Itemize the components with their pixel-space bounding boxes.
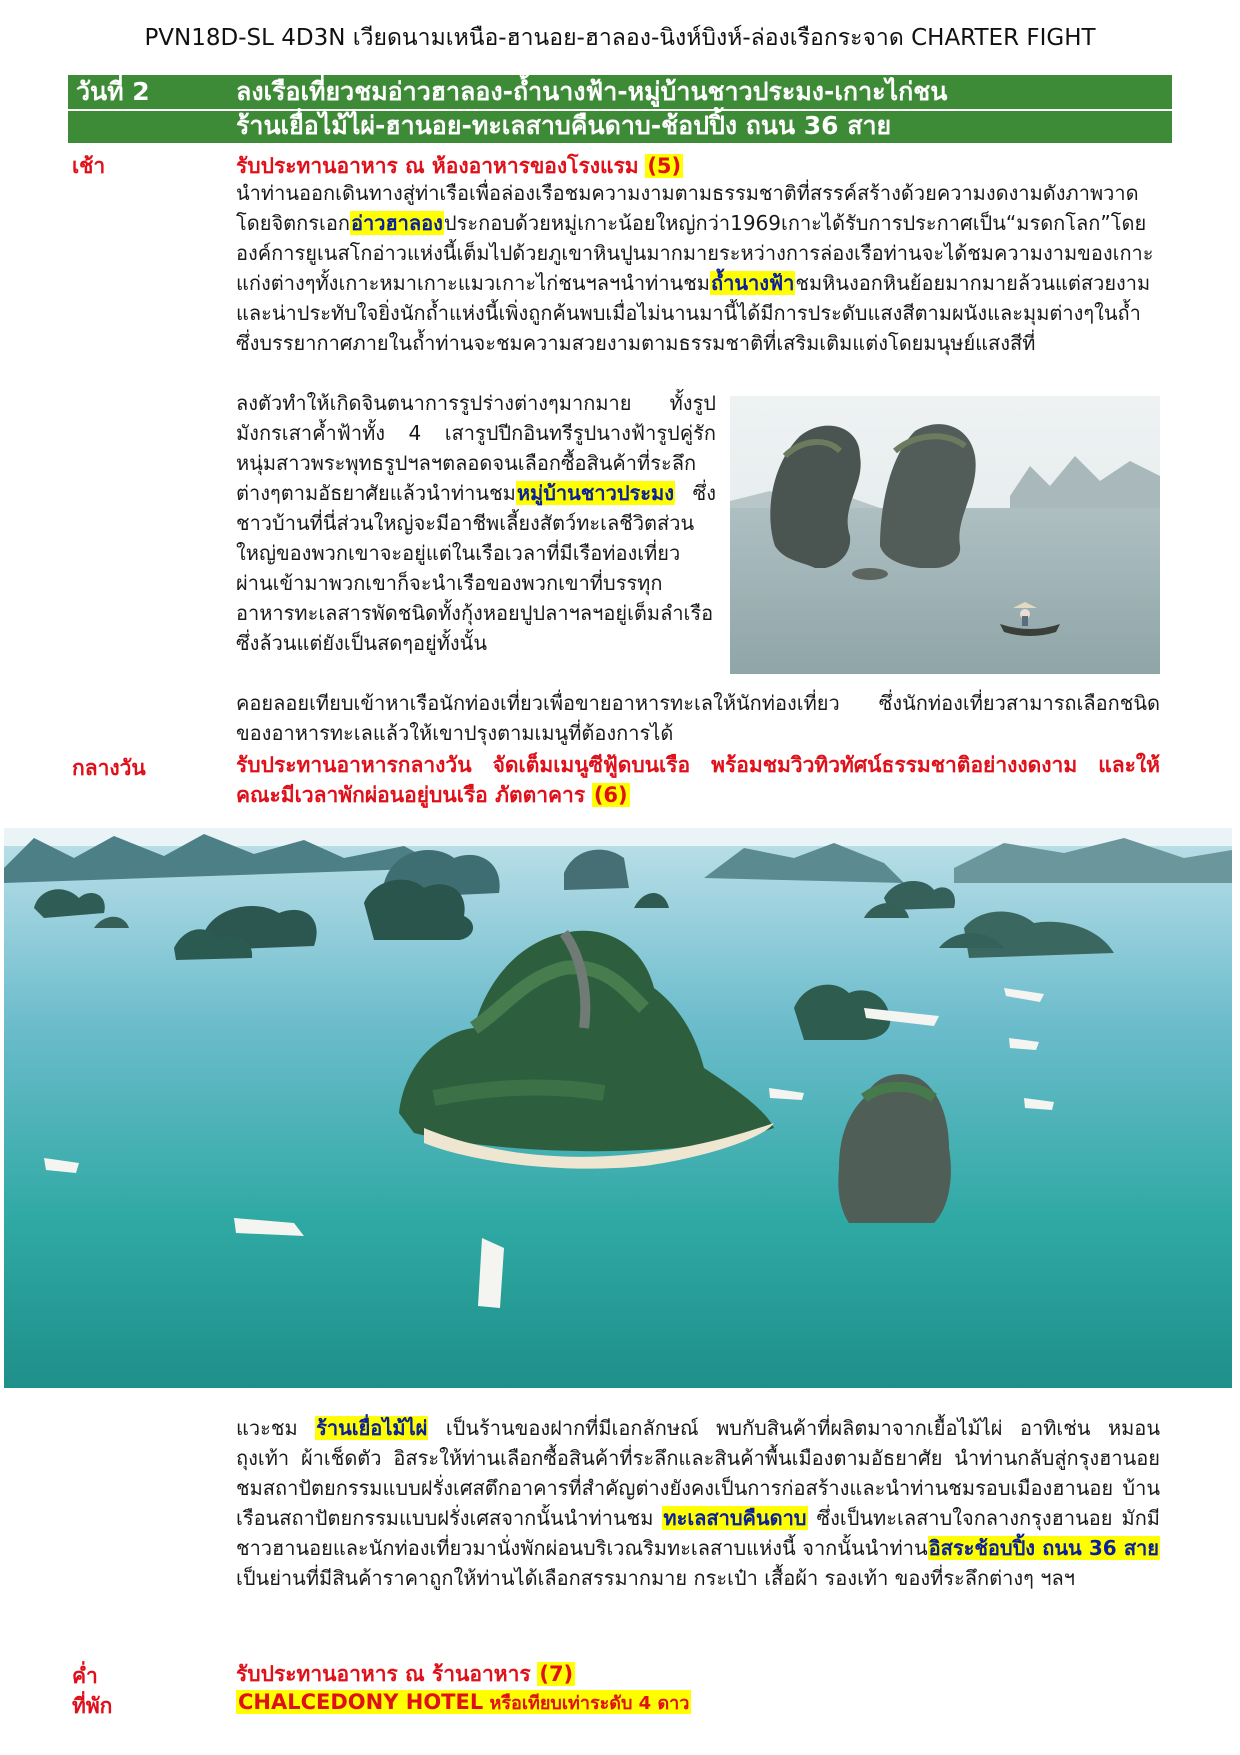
- meal-number-6: (6): [593, 783, 628, 807]
- highlight-fairy-cave: ถ้ำนางฟ้า: [710, 271, 795, 295]
- afternoon-paragraph: [236, 1413, 1160, 1593]
- day-title-line2: ร้านเยื่อไม้ไผ่-ฮานอย-ทะเลสาบคืนดาบ-ช้อปปิ้ง ถนน 36 สาย: [236, 111, 892, 140]
- meal-number-7: (7): [539, 1662, 574, 1686]
- text-span: เป็นย่านที่มีสินค้าราคาถูกให้ท่านได้เลือกสรรมากมาย กระเป๋า เสื้อผ้า รองเท้า ของที่ระลึกต่างๆ ฯลฯ: [236, 1566, 1075, 1590]
- evening-meal: [236, 1658, 575, 1691]
- noon-meal: [236, 750, 1160, 810]
- highlight-hoan-kiem-lake: ทะเลสาบคืนดาบ: [663, 1506, 807, 1530]
- stay-label: ที่พัก: [72, 1694, 113, 1718]
- highlight-36-streets: อิสระช้อบปิ้ง ถนน 36 สาย: [928, 1536, 1159, 1560]
- highlight-fishing-village: หมู่บ้านชาวประมง: [516, 481, 674, 505]
- text-span: ชมหินงอกหินย้อยมากมายล้วนแต่สวยงามและน่าประทับใจยิ่งนักถ้ำแห่งนี้เพิ่งถูกค้นพบเมื่อไม่นานมานี้ได้มีการประดับแสงสีตามผนังและมุมต่างๆในถ้ำซึ่งบรรยากาศภายในถ้ำท่านจะชมความสวยงามตามธรรมชาติที่เสริมเติมแต่งโดยมนุษย์แสงสีที่: [236, 271, 1151, 355]
- halong-bay-illustration: [4, 828, 1232, 1388]
- text-span: ลงตัวทำให้เกิดจินตนาการรูปร่างต่างๆมากมาย ทั้งรูปมังกรเสาค้ำฟ้าทั้ง 4 เสารูปปีกอินทรีรูปนางฟ้ารูปคู่รักหนุ่มสาวพระพุทธรูปฯลฯตลอดจนเลือกซื้อสินค้าที่ระลึกต่างๆตามอัธยาศัยแล้วนำท่านชม: [236, 391, 716, 505]
- text-span: ซึ่งเป็นทะเลสาบใจกลางกรุงฮานอย มักมีชาวฮานอยและนักท่องเที่ยวมานั่งพักผ่อนบริเวณริมทะเลสาบแห่งนี้ จากนั้นนำท่าน: [236, 1506, 1160, 1560]
- hotel-name: [236, 1690, 691, 1714]
- noon-label: กลางวัน: [72, 756, 146, 780]
- text-span: เป็นร้านของฝากที่มีเอกลักษณ์ พบกับสินค้าที่ผลิตมาจากเยื้อไม้ไผ่ อาทิเช่น หมอน ถุงเท้า ผ้าเช็ดตัว อิสระให้ท่านเลือกซื้อสินค้าที่ระลึกและสินค้าพื้นเมืองตามอัธยาศัย นำท่านกลับสู่กรุงฮานอย ชมสถาปัตยกรรมแบบฝรั่งเศสตึกอาคารที่สำคัญต่างยังคงเป็นการก่อสร้างและนำท่านชมรอบเมืองฮานอย บ้านเรือนสถาปัตยกรรมแบบฝรั่งเศสจากนั้นนำท่านชม: [236, 1416, 1160, 1530]
- rock-islands-illustration: [730, 396, 1160, 674]
- document-title: PVN18D-SL 4D3N เวียดนามเหนือ-ฮานอย-ฮาลอง-นิงห์บิงห์-ล่องเรือกระจาด CHARTER FIGHT: [144, 25, 1096, 51]
- meal-number-5: (5): [647, 154, 682, 178]
- stay-hotel: [236, 1688, 691, 1717]
- morning-paragraph-1: [236, 178, 1160, 358]
- highlight-bamboo-shop: ร้านเยื่อไม้ไผ่: [316, 1416, 428, 1440]
- photo-rock-islands: [730, 396, 1160, 674]
- morning-label: เช้า: [72, 154, 106, 178]
- morning-meal-text: รับประทานอาหาร ณ ห้องอาหารของโรงแรม: [236, 154, 639, 178]
- day-label: วันที่ 2: [76, 77, 150, 106]
- evening-label: ค่ำ: [72, 1664, 98, 1688]
- hotel-rating-text: หรือเทียบเท่าระดับ 4 ดาว: [483, 1693, 690, 1714]
- highlight-halong-bay: อ่าวฮาลอง: [350, 211, 443, 235]
- morning-paragraph-2: [236, 388, 716, 658]
- evening-meal-text: รับประทานอาหาร ณ ร้านอาหาร: [236, 1662, 531, 1686]
- hotel-name-text: CHALCEDONY HOTEL: [238, 1690, 484, 1714]
- noon-meal-text: รับประทานอาหารกลางวัน จัดเต็มเมนูซีฟู้ดบนเรือ พร้อมชมวิวทิวทัศน์ธรรมชาติอย่างงดงาม และให้คณะมีเวลาพักผ่อนอยู่บนเรือ ภัตตาคาร: [236, 753, 1160, 807]
- morning-paragraph-3: คอยลอยเทียบเข้าหาเรือนักท่องเที่ยวเพื่อขายอาหารทะเลให้นักท่องเที่ยว ซึ่งนักท่องเที่ยวสามารถเลือกชนิดของอาหารทะเลแล้วให้เขาปรุงตามเมนูที่ต้องการได้: [236, 691, 1160, 745]
- photo-halong-bay: [4, 828, 1232, 1388]
- text-span: ซึ่งชาวบ้านที่นี่ส่วนใหญ่จะมีอาชีพเลี้ยงสัตว์ทะเลชีวิตส่วนใหญ่ของพวกเขาจะอยู่แต่ในเรือเวลาที่มีเรือท่องเที่ยวผ่านเข้ามาพวกเขาก็จะนำเรือของพวกเขาที่บรรทุกอาหารทะเลสารพัดชนิดทั้งกุ้งหอยปูปลาฯลฯอยู่เต็มลำเรือซึ่งล้วนแต่ยังเป็นสดๆอยู่ทั้งนั้น: [236, 481, 716, 655]
- text-span: นำท่านออกเดินทางสู่ท่าเรือเพื่อล่องเรือชมความงามตามธรรมชาติที่สรรค์สร้างด้วยความงดงามดังภาพวาดโดยจิตกรเอก: [236, 181, 1139, 235]
- text-span: แวะชม: [236, 1416, 316, 1440]
- text-span: ประกอบด้วยหมู่เกาะน้อยใหญ่กว่า1969เกาะได้รับการประกาศเป็น“มรดกโลก”โดยองค์การยูเนสโกอ่าวแห่งนี้เต็มไปด้วยภูเขาหินปูนมากมายระหว่างการล่องเรือท่านจะได้ชมความงามของเกาะแก่งต่างๆทั้งเกาะหมาเกาะแมวเกาะไก่ชนฯลฯนำท่านชม: [236, 211, 1154, 295]
- day-title-line1: ลงเรือเที่ยวชมอ่าวฮาลอง-ถ้ำนางฟ้า-หมู่บ้านชาวประมง-เกาะไก่ชน: [236, 77, 948, 106]
- day-header-bar: [68, 75, 1172, 143]
